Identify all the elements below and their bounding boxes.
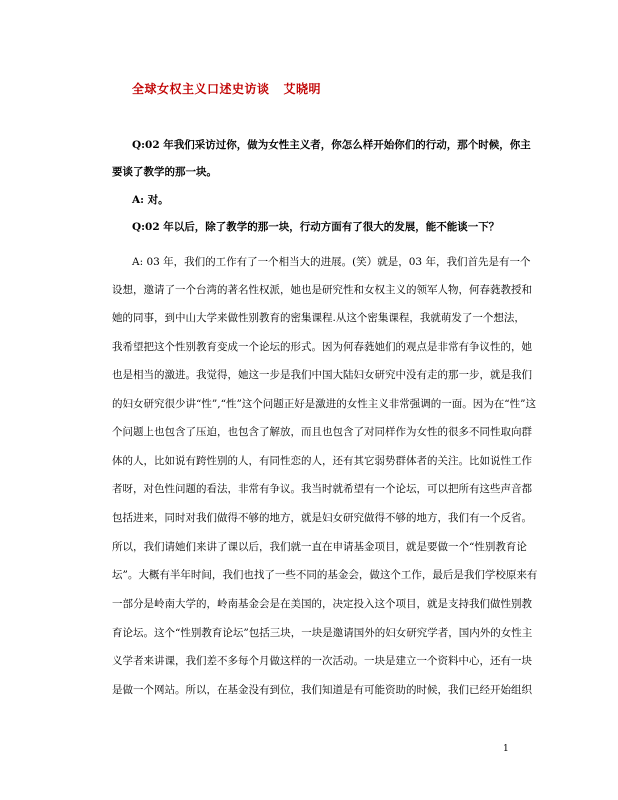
text-line: 个问题上也包含了压迫，也包含了解放，而且也包含了对同样作为女性的很多不同性取向群 (112, 426, 532, 438)
text-line: 一部分是岭南大学的，岭南基金会是在美国的，决定投入这个项目，就是支持我们做性别教 (112, 598, 532, 610)
text-line: 包括进来，同时对我们做得不够的地方，就是妇女研究做得不够的地方，我们有一个反省。 (112, 512, 532, 524)
text-line: 坛”。大概有半年时间，我们也找了一些不同的基金会，做这个工作，最后是我们学校原来有 (112, 569, 538, 581)
text-line: 体的人，比如说有跨性别的人，有同性恋的人，还有其它弱势群体者的关注。比如说性工作 (112, 455, 532, 467)
page-number: 1 (503, 744, 509, 754)
author-name: 艾晓明 (283, 82, 322, 96)
text-line: 设想，邀请了一个台湾的著名性权派，她也是研究性和女权主义的领军人物，何春蕤教授和 (112, 284, 532, 296)
text-line: 育论坛。这个“性别教育论坛”包括三块，一块是邀请国外的妇女研究学者，国内外的女性主 (112, 627, 533, 639)
text-line: 所以，我们请她们来讲了课以后，我们就一直在申请基金项目，就是要做一个“性别教育论 (112, 541, 527, 553)
text-line: 也是相当的激进。我觉得，她这一步是我们中国大陆妇女研究中没有走的那一步，就是我们 (112, 369, 532, 381)
text-line: A: 03 年，我们的工作有了一个相当大的进展。(笑）就是，03 年，我们首先是有一个 (132, 256, 531, 268)
text-line: Q:02 年我们采访过你，做为女性主义者，你怎么样开始你们的行动，那个时候，你主 (132, 139, 531, 151)
text-line: 要谈了教学的那一块。 (112, 166, 217, 178)
text-line: 我希望把这个性别教育变成一个论坛的形式。因为何春蕤她们的观点是非常有争议性的，她 (112, 341, 532, 353)
text-line: 者呀，对色性问题的看法，非常有争议。我当时就希望有一个论坛，可以把所有这些声音都 (112, 483, 532, 495)
text-line: Q:02 年以后，除了教学的那一块，行动方面有了很大的发展，能不能谈一下？ (132, 221, 500, 233)
text-line: A: 对。 (132, 194, 169, 206)
text-line: 她的同事，到中山大学来做性别教育的密集课程.从这个密集课程，我就萌发了一个想法， (112, 312, 525, 324)
text-line: 的妇女研究很少讲“性”,“性”这个问题正好是激进的女性主义非常强调的一面。因为在“性”这 (112, 398, 537, 410)
document-title (132, 80, 321, 97)
title-text: 全球女权主义口述史访谈 (132, 82, 270, 96)
text-line: 义学者来讲课，我们差不多每个月做这样的一次活动。一块是建立一个资料中心，还有一块 (112, 655, 532, 667)
text-line: 是做一个网站。所以，在基金没有到位，我们知道是有可能资助的时候，我们已经开始组织 (112, 684, 532, 696)
